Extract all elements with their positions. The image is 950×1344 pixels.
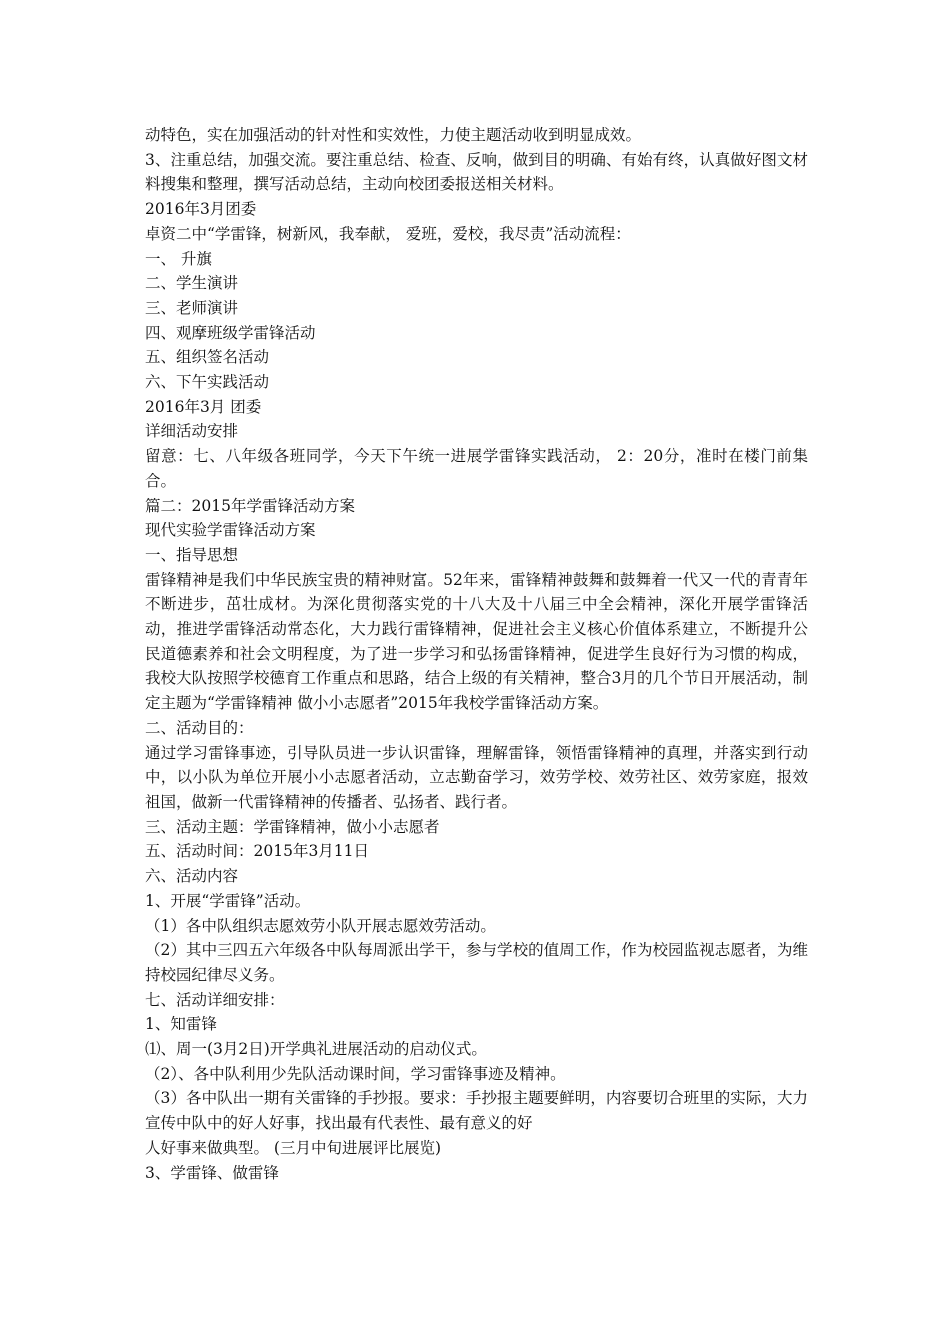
text-line: 详细活动安排 — [145, 422, 239, 441]
list-item: 一、 升旗 — [145, 249, 212, 268]
list-item: ⑴、周一(3月2日)开学典礼进展活动的启动仪式。 — [145, 1040, 487, 1059]
text-line: 人好事来做典型。 (三月中旬进展评比展览) — [145, 1138, 442, 1157]
text-line: 动特色，实在加强活动的针对性和实效性，力使主题活动收到明显成效。 — [145, 126, 642, 144]
list-item: 五、组织签名活动 — [145, 348, 270, 367]
text-line: 卓资二中“学雷锋，树新风，我奉献， 爱班，爱校，我尽责”活动流程： — [145, 224, 631, 243]
paragraph: （3）各中队出一期有关雷锋的手抄报。要求：手抄报主题要鲜明，内容要切合班里的实际，大力宣传中队中的好人好事，找出最有代表性、最有意义的好 — [145, 1089, 808, 1133]
list-item: 二、学生演讲 — [145, 274, 239, 293]
section-heading: 篇二：2015年学雷锋活动方案 — [145, 496, 355, 515]
text-line: 2016年3月 团委 — [145, 397, 262, 416]
section-heading: 六、活动内容 — [145, 867, 239, 886]
section-heading: 五、活动时间：2015年3月11日 — [145, 842, 370, 861]
text-line: 2016年3月团委 — [145, 200, 257, 219]
list-item: 1、开展“学雷锋”活动。 — [145, 891, 311, 910]
section-heading: 三、活动主题：学雷锋精神，做小小志愿者 — [145, 817, 440, 836]
section-heading: 七、活动详细安排： — [145, 990, 285, 1009]
list-item: （2）、各中队利用少先队活动课时间，学习雷锋事迹及精神。 — [145, 1064, 566, 1083]
document-page — [145, 123, 808, 1185]
paragraph: 雷锋精神是我们中华民族宝贵的精神财富。52年来，雷锋精神鼓舞和鼓舞着一代又一代的青青年不断进步，茁壮成材。为深化贯彻落实党的十八大及十八届三中全会精神，深化开展学雷锋活动，推进学雷锋活动常态化，大力践行雷锋精神，促进社会主义核心价值体系建立，不断提升公民道德素养和社会文明程度，为了进一步学习和弘扬雷锋精神，促进学生良好行为习惯的构成，我校大队按照学校德育工作重点和思路，结合上级的有关精神，整合3月的几个节日开展活动，制定主题为“学雷锋精神 做小小志愿者”2015年我校学雷锋活动方案。 — [145, 570, 808, 713]
list-item: （1）各中队组织志愿效劳小队开展志愿效劳活动。 — [145, 916, 496, 935]
list-item: 3、学雷锋、做雷锋 — [145, 1163, 279, 1182]
section-heading: 一、指导思想 — [145, 545, 239, 564]
paragraph: 通过学习雷锋事迹，引导队员进一步认识雷锋，理解雷锋，领悟雷锋精神的真理，并落实到行动中，以小队为单位开展小小志愿者活动，立志勤奋学习，效劳学校、效劳社区、效劳家庭，报效祖国，做新一代雷锋精神的传播者、弘扬者、践行者。 — [145, 743, 808, 811]
list-item: 1、知雷锋 — [145, 1015, 217, 1034]
document-title: 现代实验学雷锋活动方案 — [145, 521, 316, 540]
paragraph: （2）其中三四五六年级各中队每周派出学干，参与学校的值周工作，作为校园监视志愿者，为维持校园纪律尽义务。 — [145, 941, 808, 984]
paragraph: 3、注重总结，加强交流。要注重总结、检查、反响，做到目的明确、有始有终，认真做好图文材料搜集和整理，撰写活动总结，主动向校团委报送相关材料。 — [145, 150, 808, 194]
list-item: 四、观摩班级学雷锋活动 — [145, 323, 316, 342]
list-item: 六、下午实践活动 — [145, 373, 270, 392]
list-item: 三、老师演讲 — [145, 298, 239, 317]
section-heading: 二、活动目的： — [145, 718, 254, 737]
paragraph: 留意：七、八年级各班同学，今天下午统一进展学雷锋实践活动， 2：20分，准时在楼门前集合。 — [145, 447, 808, 490]
